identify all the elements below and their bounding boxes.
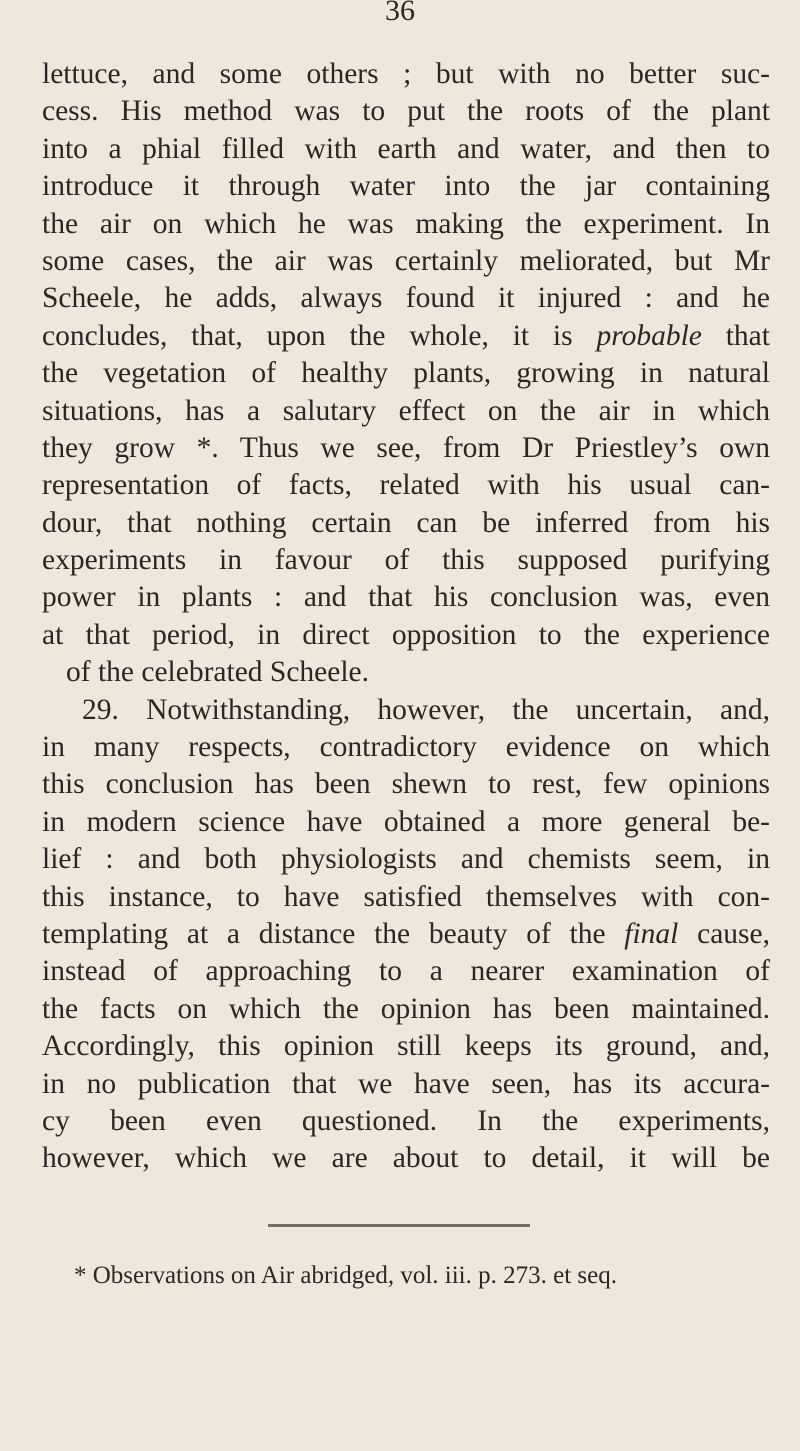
text-line bbox=[42, 879, 770, 916]
text-segment: this conclusion has been shewn to rest, few opinions bbox=[42, 768, 770, 801]
text-segment: lettuce, and some others ; but with no better suc- bbox=[42, 58, 770, 90]
text-line bbox=[42, 393, 770, 430]
text-segment: cy been even questioned. In the experiments, bbox=[42, 1104, 770, 1137]
text-line bbox=[42, 206, 770, 243]
text-segment: however, which we are about to detail, it will be bbox=[42, 1142, 770, 1175]
text-line bbox=[42, 1103, 770, 1140]
italic-text: probable bbox=[596, 319, 702, 352]
text-segment: templating at a distance the beauty of the bbox=[42, 917, 625, 950]
text-segment: lief : and both physiologists and chemists seem, in bbox=[42, 843, 770, 876]
text-segment: in modern science have obtained a more general be- bbox=[42, 805, 770, 838]
text-line bbox=[42, 766, 770, 803]
page-number: 36 bbox=[385, 0, 415, 27]
text-line bbox=[42, 654, 770, 691]
text-line bbox=[42, 916, 770, 953]
text-line bbox=[42, 355, 770, 392]
text-segment: the vegetation of healthy plants, growing in natural bbox=[42, 357, 770, 390]
text-segment: concludes, that, upon the whole, it is bbox=[42, 319, 597, 352]
text-segment: of the celebrated Scheele. bbox=[66, 656, 370, 689]
text-line bbox=[42, 579, 770, 616]
text-line bbox=[42, 168, 770, 205]
text-segment: representation of facts, related with his usual can- bbox=[42, 469, 770, 502]
text-line bbox=[42, 1140, 770, 1177]
text-line bbox=[42, 93, 770, 130]
text-segment: this instance, to have satisfied themselves with con- bbox=[42, 880, 770, 913]
text-line bbox=[42, 318, 770, 355]
text-line bbox=[42, 729, 770, 766]
text-segment: some cases, the air was certainly meliorated, but Mr bbox=[42, 244, 770, 277]
text-segment: at that period, in direct opposition to the experience bbox=[42, 618, 770, 651]
footnote-divider bbox=[268, 1224, 530, 1227]
text-line bbox=[42, 467, 770, 504]
text-segment: instead of approaching to a nearer examination of bbox=[42, 955, 770, 988]
text-line bbox=[42, 841, 770, 878]
footnote: * Observations on Air abridged, vol. iii. p. 273. et seq. bbox=[74, 1262, 617, 1289]
text-line bbox=[42, 617, 770, 654]
text-line bbox=[42, 280, 770, 317]
text-line bbox=[42, 131, 770, 168]
text-segment: experiments in favour of this supposed purifying bbox=[42, 544, 770, 577]
text-segment: cause, bbox=[678, 917, 770, 950]
text-line bbox=[42, 430, 770, 467]
text-segment: in no publication that we have seen, has its accura- bbox=[42, 1067, 770, 1100]
text-segment: power in plants : and that his conclusion was, even bbox=[42, 581, 770, 614]
text-line bbox=[42, 505, 770, 542]
text-line bbox=[42, 953, 770, 990]
text-line bbox=[42, 692, 770, 729]
text-line bbox=[42, 56, 770, 93]
text-segment: 29. Notwithstanding, however, the uncertain, and, bbox=[82, 693, 770, 726]
text-segment: the air on which he was making the experiment. In bbox=[42, 207, 770, 240]
text-segment: cess. His method was to put the roots of the plant bbox=[42, 95, 770, 128]
italic-text: final bbox=[624, 917, 679, 950]
text-segment: they grow *. Thus we see, from Dr Priestley’s own bbox=[42, 431, 770, 464]
body-text bbox=[42, 56, 770, 1178]
text-segment: Scheele, he adds, always found it injured : and he bbox=[42, 282, 770, 315]
text-line bbox=[42, 991, 770, 1028]
text-segment: Accordingly, this opinion still keeps its ground, and, bbox=[42, 1030, 770, 1063]
text-segment: introduce it through water into the jar containing bbox=[42, 170, 770, 203]
text-segment: dour, that nothing certain can be inferred from his bbox=[42, 506, 770, 539]
text-line bbox=[42, 1028, 770, 1065]
text-line bbox=[42, 1066, 770, 1103]
text-line bbox=[42, 804, 770, 841]
text-segment: that bbox=[701, 319, 770, 352]
text-line bbox=[42, 243, 770, 280]
text-segment: the facts on which the opinion has been maintained. bbox=[42, 992, 770, 1025]
text-segment: into a phial filled with earth and water, and then to bbox=[42, 132, 770, 165]
text-segment: in many respects, contradictory evidence on which bbox=[42, 731, 770, 764]
text-segment: situations, has a salutary effect on the air in which bbox=[42, 394, 770, 427]
text-line bbox=[42, 542, 770, 579]
